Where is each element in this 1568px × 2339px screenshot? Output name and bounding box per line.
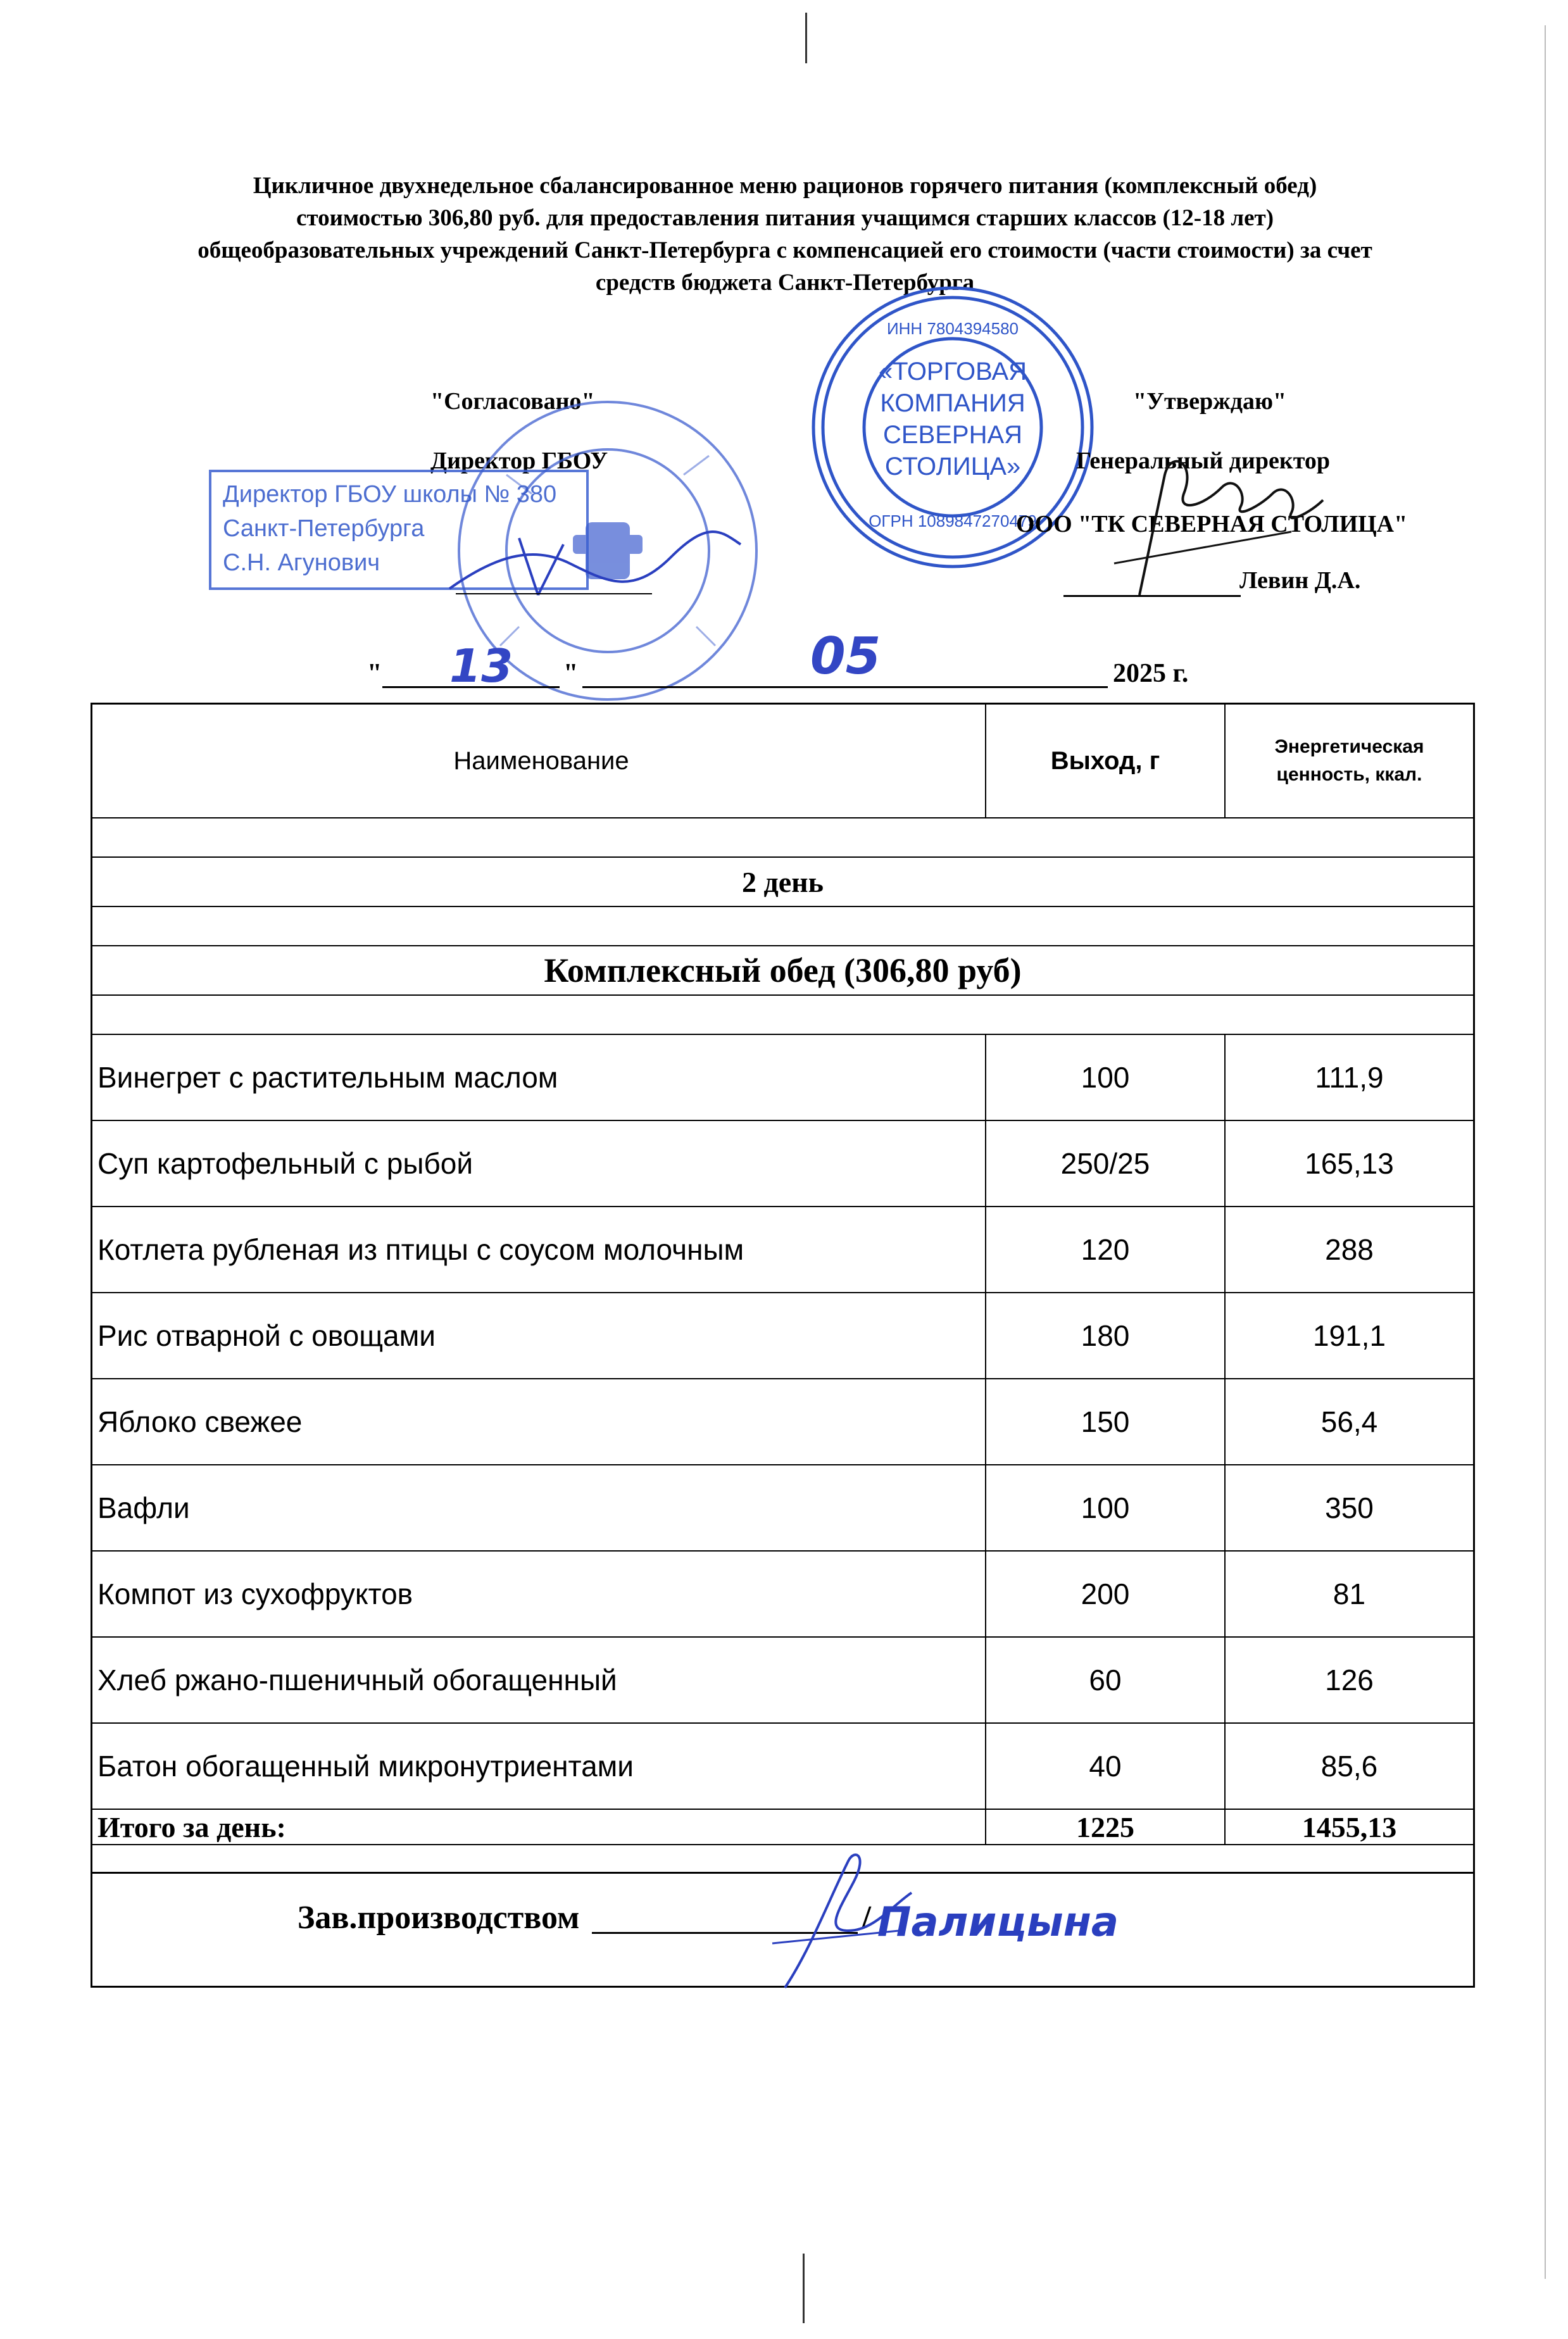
approval-date [367,627,1253,693]
spacer-row [92,907,1473,946]
approval-right-company: ООО "ТК СЕВЕРНАЯ СТОЛИЦА" [1016,511,1408,537]
item-energy: 288 [1224,1207,1473,1292]
production-manager-signature [747,1836,937,2000]
production-manager-label: Зав.производством [297,1900,580,1936]
table-row [92,1465,1473,1552]
item-output: 120 [985,1207,1224,1292]
item-energy: 111,9 [1224,1035,1473,1120]
spacer-row [92,818,1473,858]
total-output: 1225 [985,1810,1224,1844]
item-output: 180 [985,1293,1224,1378]
production-manager-signature-name: Палицына [877,1899,1119,1946]
company-stamp-ogrn: ОГРН 1089847270479 [869,511,1037,530]
date-month-handwritten: 05 [810,627,881,686]
document-title [108,170,1462,299]
item-output: 40 [985,1724,1224,1809]
item-name: Хлеб ржано-пшеничный обогащенный [97,1664,617,1696]
scan-edge-mark-top [805,13,807,63]
table-row [92,1293,1473,1379]
general-director-signature [1101,437,1329,608]
table-row [92,1035,1473,1121]
table-row [92,1638,1473,1724]
school-stamp-line-1: Директор ГБОУ школы № 380 [223,481,557,508]
item-energy: 56,4 [1224,1379,1473,1464]
header-energy: Энергетическая ценность, ккал. [1224,705,1473,817]
table-row [92,1207,1473,1293]
date-month-line [582,686,1108,688]
title-line-1: Цикличное двухнедельное сбалансированное меню рационов горячего питания (комплексный обед) [253,173,1317,199]
item-energy: 350 [1224,1465,1473,1550]
total-energy: 1455,13 [1224,1810,1473,1844]
item-energy: 191,1 [1224,1293,1473,1378]
title-line-2: стоимостью 306,80 руб. для предоставления питания учащимся старших классов (12-18 лет) [296,205,1274,231]
approval-right-position: Генеральный директор [1076,448,1331,474]
item-energy: 165,13 [1224,1121,1473,1206]
item-energy: 81 [1224,1552,1473,1636]
item-name: Суп картофельный с рыбой [97,1147,474,1180]
date-close-quote: " [563,659,579,688]
date-year: 2025 г. [1113,659,1189,688]
company-stamp-center-line-2: КОМПАНИЯ [880,389,1025,417]
approval-right-name: Левин Д.А. [1239,567,1361,594]
item-name: Рис отварной с овощами [97,1319,436,1352]
spacer-row [92,996,1473,1035]
item-name: Винегрет с растительным маслом [97,1061,558,1094]
approval-left-position: Директор ГБОУ [430,448,608,474]
table-row [92,1121,1473,1207]
item-name: Батон обогащенный микронутриентами [97,1750,634,1783]
company-stamp-center-line-1: «ТОРГОВАЯ [878,358,1027,386]
company-stamp-center-line-4: СТОЛИЦА» [884,453,1021,480]
company-stamp-center-line-3: СЕВЕРНАЯ [882,421,1023,449]
item-output: 60 [985,1638,1224,1722]
item-output: 100 [985,1465,1224,1550]
header-name: Наименование [453,746,629,775]
company-stamp-inn: ИНН 7804394580 [886,319,1019,338]
title-line-3: общеобразовательных учреждений Санкт-Петербурга с компенсацией его стоимости (части стоимости) за счет [198,237,1372,263]
item-name: Котлета рубленая из птицы с соусом молочным [97,1233,744,1266]
scan-edge-mark-right [1545,25,1546,2279]
table-row [92,1379,1473,1465]
menu-table [91,703,1475,1874]
date-open-quote: " [367,659,382,688]
item-name: Компот из сухофруктов [97,1577,413,1610]
meal-title-row [92,946,1473,996]
day-label: 2 день [741,865,824,898]
title-line-4: средств бюджета Санкт-Петербурга [595,270,975,296]
item-energy: 126 [1224,1638,1473,1722]
date-day-handwritten: 13 [449,639,513,693]
school-stamp-line-3: С.Н. Агунович [223,549,380,576]
item-name: Вафли [97,1491,190,1524]
item-output: 100 [985,1035,1224,1120]
header-output: Выход, г [985,705,1224,817]
item-output: 200 [985,1552,1224,1636]
day-label-row [92,858,1473,907]
scan-edge-mark-bottom [803,2254,805,2323]
total-label: Итого за день: [97,1810,286,1843]
school-stamp-line-2: Санкт-Петербурга [223,515,425,542]
meal-title: Комплексный обед (306,80 руб) [544,951,1022,989]
item-energy: 85,6 [1224,1724,1473,1809]
approval-right-heading: "Утверждаю" [1133,388,1287,415]
table-row [92,1552,1473,1638]
production-manager-line [0,1899,1492,1946]
item-output: 250/25 [985,1121,1224,1206]
item-output: 150 [985,1379,1224,1464]
item-name: Яблоко свежее [97,1405,303,1438]
approval-left-heading: "Согласовано" [430,388,595,415]
signature-slash: / [862,1900,871,1936]
table-header-row [92,705,1473,818]
school-director-signature [443,519,747,614]
table-row [92,1724,1473,1810]
